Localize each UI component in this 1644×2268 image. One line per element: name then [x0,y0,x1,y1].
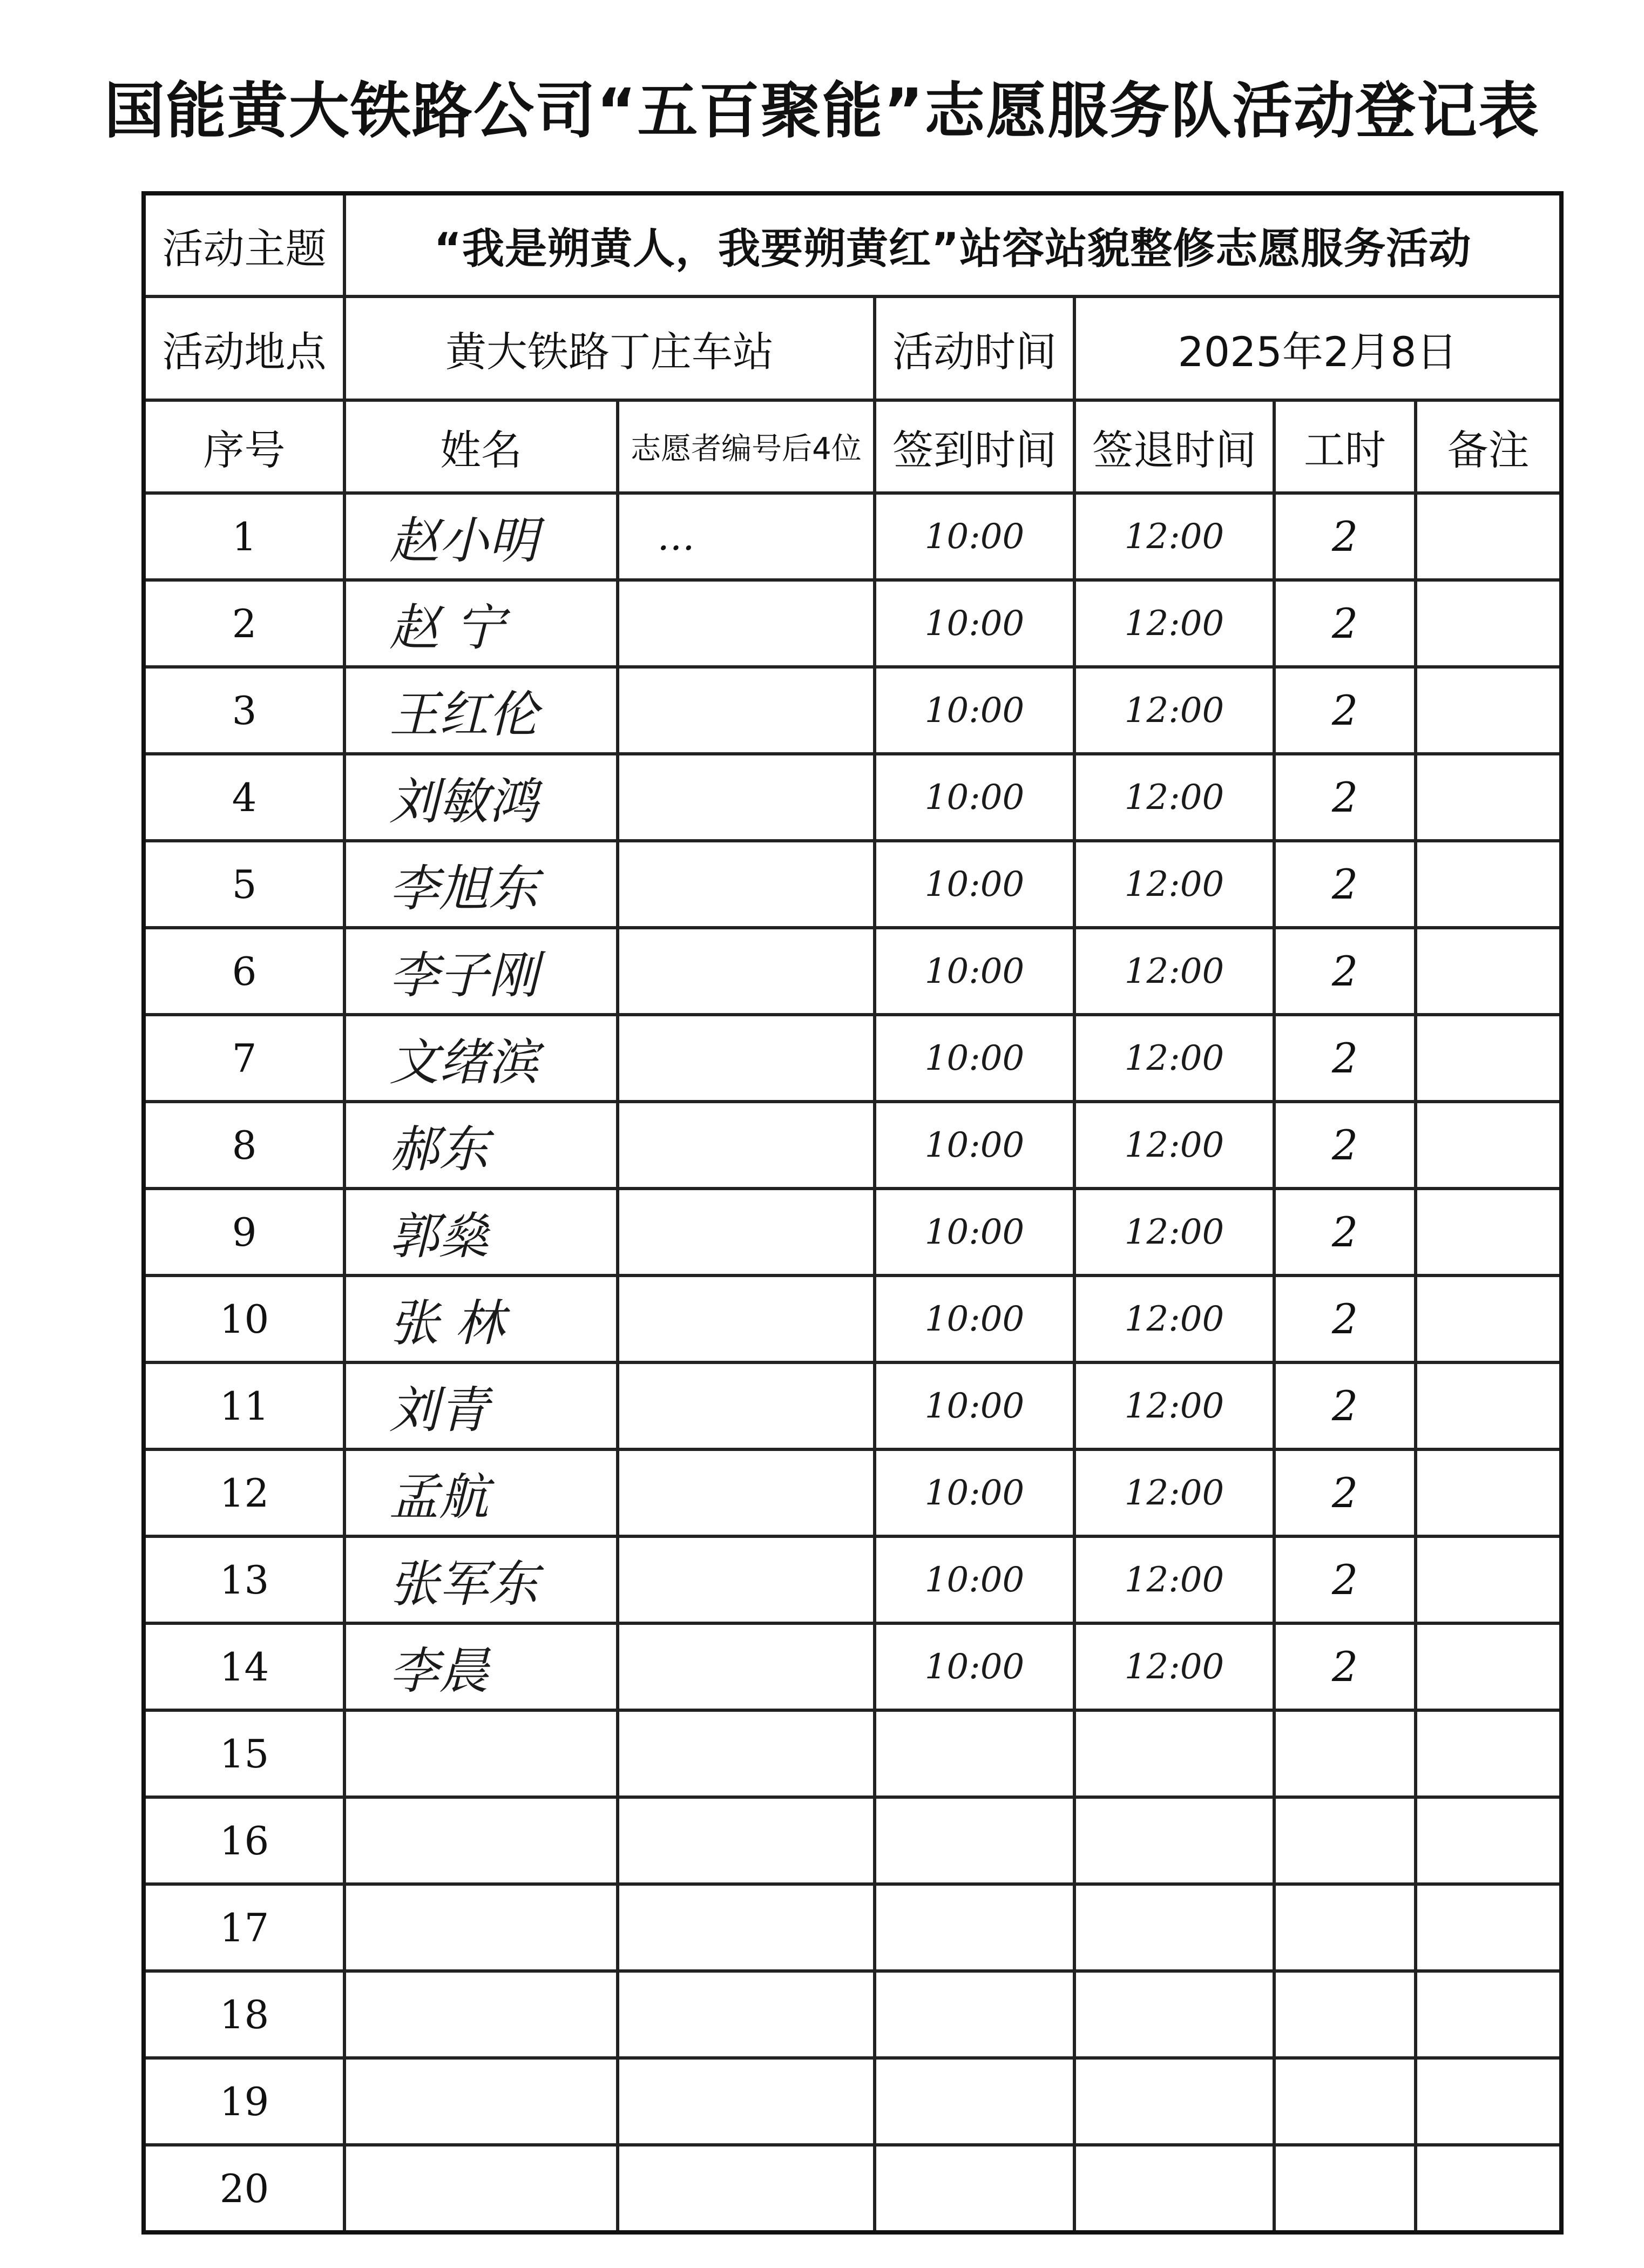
name-signature-cell: 张军东 [344,1536,618,1623]
col-header-name: 姓名 [344,400,618,493]
hours-cell [1274,1884,1416,1971]
volunteer-no-cell [618,1623,875,1710]
name-signature-cell: 赵小明 [344,493,618,580]
seq-cell: 19 [144,2058,344,2145]
table-row [144,1189,1561,1275]
name-signature-cell: 赵 宁 [344,580,618,667]
hours-cell: 2 [1274,667,1416,754]
table-row [144,1449,1561,1536]
form-title: 国能黄大铁路公司“五百聚能”志愿服务队活动登记表 [104,76,1540,146]
sign-in-time-cell: 10:00 [875,1623,1074,1710]
table-row [144,580,1561,667]
sign-out-time-cell: 12:00 [1074,1449,1274,1536]
registration-table [141,191,1564,2235]
note-cell [1416,580,1561,667]
sign-out-time-cell [1074,1797,1274,1884]
table-row [144,1971,1561,2058]
note-cell [1416,2145,1561,2232]
col-header-volunteer-no: 志愿者编号后4位 [618,400,875,493]
sign-in-time-cell: 10:00 [875,1362,1074,1449]
theme-label: 活动主题 [144,193,344,296]
hours-cell [1274,2058,1416,2145]
name-signature-cell: 刘敏鸿 [344,754,618,841]
table-row [144,1362,1561,1449]
table-row [144,1710,1561,1797]
sign-out-time-cell: 12:00 [1074,754,1274,841]
location-value: 黄大铁路丁庄车站 [344,296,875,400]
name-signature-cell [344,1971,618,2058]
table-row [144,2058,1561,2145]
table-row [144,1536,1561,1623]
name-signature-cell: 刘青 [344,1362,618,1449]
volunteer-no-cell: … [618,493,875,580]
seq-cell: 2 [144,580,344,667]
note-cell [1416,1884,1561,1971]
sign-in-time-cell: 10:00 [875,1449,1074,1536]
name-signature-cell: 李旭东 [344,841,618,928]
sign-in-time-cell: 10:00 [875,1189,1074,1275]
note-cell [1416,754,1561,841]
name-signature-cell: 王红伦 [344,667,618,754]
sign-out-time-cell: 12:00 [1074,841,1274,928]
name-signature-cell: 李晨 [344,1623,618,1710]
table-row [144,667,1561,754]
note-cell [1416,1536,1561,1623]
seq-cell: 15 [144,1710,344,1797]
note-cell [1416,1362,1561,1449]
hours-cell: 2 [1274,754,1416,841]
volunteer-no-cell [618,2145,875,2232]
volunteer-no-cell [618,1102,875,1189]
volunteer-no-cell [618,1189,875,1275]
sign-in-time-cell [875,1971,1074,2058]
note-cell [1416,841,1561,928]
sign-out-time-cell [1074,1710,1274,1797]
theme-row [144,193,1561,296]
sign-in-time-cell: 10:00 [875,841,1074,928]
volunteer-no-cell [618,841,875,928]
sign-in-time-cell [875,2058,1074,2145]
seq-cell: 18 [144,1971,344,2058]
time-label: 活动时间 [875,296,1074,400]
seq-cell: 11 [144,1362,344,1449]
name-signature-cell: 文绪滨 [344,1015,618,1102]
note-cell [1416,1189,1561,1275]
sign-in-time-cell: 10:00 [875,1536,1074,1623]
sign-out-time-cell: 12:00 [1074,580,1274,667]
col-header-seq: 序号 [144,400,344,493]
location-label: 活动地点 [144,296,344,400]
sign-in-time-cell [875,1797,1074,1884]
seq-cell: 16 [144,1797,344,1884]
note-cell [1416,667,1561,754]
seq-cell: 4 [144,754,344,841]
seq-cell: 17 [144,1884,344,1971]
seq-cell: 6 [144,928,344,1015]
hours-cell [1274,1971,1416,2058]
time-value: 2025年2月8日 [1074,296,1561,400]
note-cell [1416,2058,1561,2145]
name-signature-cell [344,1797,618,1884]
seq-cell: 5 [144,841,344,928]
sign-out-time-cell: 12:00 [1074,928,1274,1015]
name-signature-cell [344,1884,618,1971]
note-cell [1416,1710,1561,1797]
note-cell [1416,1971,1561,2058]
table-row [144,841,1561,928]
note-cell [1416,1102,1561,1189]
seq-cell: 8 [144,1102,344,1189]
volunteer-no-cell [618,580,875,667]
hours-cell: 2 [1274,1449,1416,1536]
sign-in-time-cell: 10:00 [875,754,1074,841]
sign-out-time-cell: 12:00 [1074,1275,1274,1362]
hours-cell: 2 [1274,1275,1416,1362]
sign-in-time-cell: 10:00 [875,580,1074,667]
sign-out-time-cell [1074,2145,1274,2232]
seq-cell: 7 [144,1015,344,1102]
name-signature-cell: 张 林 [344,1275,618,1362]
sign-in-time-cell [875,1710,1074,1797]
hours-cell [1274,1797,1416,1884]
volunteer-no-cell [618,1884,875,1971]
sign-in-time-cell: 10:00 [875,493,1074,580]
sign-out-time-cell: 12:00 [1074,1362,1274,1449]
name-signature-cell [344,2145,618,2232]
seq-cell: 3 [144,667,344,754]
sign-out-time-cell: 12:00 [1074,1189,1274,1275]
table-row [144,1797,1561,1884]
sign-out-time-cell: 12:00 [1074,1102,1274,1189]
hours-cell: 2 [1274,1189,1416,1275]
seq-cell: 10 [144,1275,344,1362]
volunteer-no-cell [618,1797,875,1884]
table-row [144,1102,1561,1189]
sign-in-time-cell: 10:00 [875,1275,1074,1362]
hours-cell: 2 [1274,1362,1416,1449]
volunteer-no-cell [618,1536,875,1623]
note-cell [1416,493,1561,580]
hours-cell: 2 [1274,1536,1416,1623]
note-cell [1416,1623,1561,1710]
col-header-hours: 工时 [1274,400,1416,493]
table-row [144,2145,1561,2232]
hours-cell: 2 [1274,580,1416,667]
sign-in-time-cell [875,2145,1074,2232]
table-row [144,1623,1561,1710]
seq-cell: 1 [144,493,344,580]
seq-cell: 9 [144,1189,344,1275]
hours-cell: 2 [1274,928,1416,1015]
volunteer-no-cell [618,1275,875,1362]
name-signature-cell: 郝东 [344,1102,618,1189]
volunteer-no-cell [618,1015,875,1102]
seq-cell: 13 [144,1536,344,1623]
sign-out-time-cell: 12:00 [1074,1536,1274,1623]
hours-cell [1274,2145,1416,2232]
name-signature-cell: 孟航 [344,1449,618,1536]
note-cell [1416,1275,1561,1362]
hours-cell: 2 [1274,841,1416,928]
volunteer-no-cell [618,1710,875,1797]
sign-out-time-cell: 12:00 [1074,1015,1274,1102]
note-cell [1416,928,1561,1015]
volunteer-no-cell [618,754,875,841]
col-header-note: 备注 [1416,400,1561,493]
volunteer-no-cell [618,928,875,1015]
hours-cell [1274,1710,1416,1797]
sign-in-time-cell: 10:00 [875,928,1074,1015]
col-header-sign-out: 签退时间 [1074,400,1274,493]
name-signature-cell [344,1710,618,1797]
location-row [144,296,1561,400]
seq-cell: 14 [144,1623,344,1710]
seq-cell: 20 [144,2145,344,2232]
note-cell [1416,1449,1561,1536]
table-row [144,1015,1561,1102]
volunteer-no-cell [618,1449,875,1536]
hours-cell: 2 [1274,1623,1416,1710]
sign-out-time-cell: 12:00 [1074,493,1274,580]
table-row [144,1884,1561,1971]
table-row [144,1275,1561,1362]
theme-value: “我是朔黄人，我要朔黄红”站容站貌整修志愿服务活动 [344,193,1561,296]
col-header-sign-in: 签到时间 [875,400,1074,493]
hours-cell: 2 [1274,1102,1416,1189]
note-cell [1416,1797,1561,1884]
hours-cell: 2 [1274,493,1416,580]
sign-in-time-cell: 10:00 [875,667,1074,754]
sign-in-time-cell [875,1884,1074,1971]
table-row [144,928,1561,1015]
seq-cell: 12 [144,1449,344,1536]
sign-out-time-cell [1074,1971,1274,2058]
sign-out-time-cell [1074,2058,1274,2145]
table-row [144,754,1561,841]
name-signature-cell: 李子刚 [344,928,618,1015]
hours-cell: 2 [1274,1015,1416,1102]
volunteer-no-cell [618,667,875,754]
sign-out-time-cell [1074,1884,1274,1971]
name-signature-cell [344,2058,618,2145]
sign-in-time-cell: 10:00 [875,1102,1074,1189]
sign-in-time-cell: 10:00 [875,1015,1074,1102]
volunteer-no-cell [618,2058,875,2145]
sign-out-time-cell: 12:00 [1074,667,1274,754]
column-header-row [144,400,1561,493]
sign-out-time-cell: 12:00 [1074,1623,1274,1710]
volunteer-no-cell [618,1362,875,1449]
name-signature-cell: 郭燊 [344,1189,618,1275]
note-cell [1416,1015,1561,1102]
table-row [144,493,1561,580]
volunteer-no-cell [618,1971,875,2058]
